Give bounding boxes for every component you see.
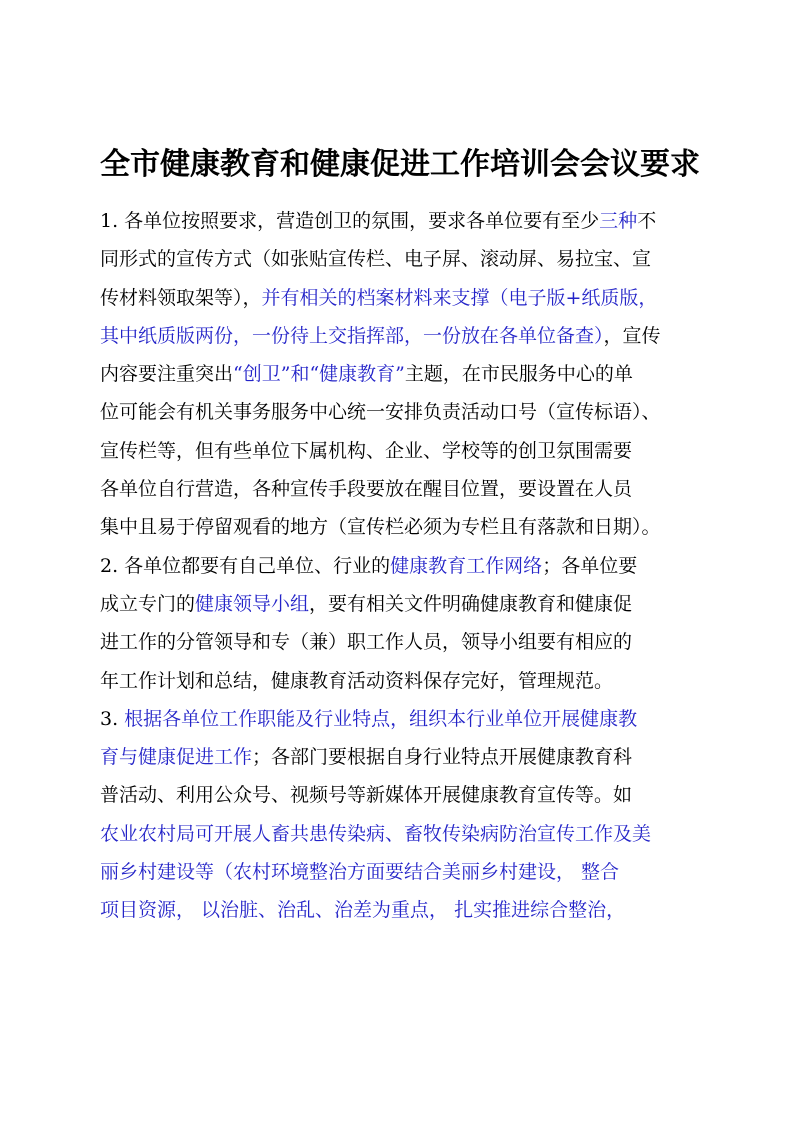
highlighted-text: 健康教育工作网络: [390, 554, 543, 577]
text-segment: ；各单位要: [542, 554, 638, 577]
highlighted-text: 三种: [599, 210, 638, 232]
text-segment: 主题，在市民服务中心的单: [404, 363, 633, 386]
highlighted-text: “创卫”和“健康教育”: [233, 363, 405, 386]
text-segment: 普活动、利用公众号、视频号等新媒体开展健康教育宣传等。如: [100, 784, 633, 807]
text-line: [100, 355, 710, 393]
text-segment: 位可能会有机关事务服务中心统一安排负责活动口号（宣传标语）、: [100, 401, 661, 424]
text-segment: 2. 各单位都要有自己单位、行业的: [100, 554, 391, 577]
text-line: [100, 547, 710, 585]
text-line: [100, 470, 710, 508]
document-body: [100, 202, 710, 930]
text-line: [100, 240, 710, 278]
text-segment: 年工作计划和总结，健康教育活动资料保存完好，管理规范。: [100, 669, 614, 692]
document-title: 全市健康教育和健康促进工作培训会会议要求: [100, 147, 700, 182]
text-line: [100, 853, 710, 891]
highlighted-text: 并有相关的档案材料来支撑（电子版+纸质版，: [261, 286, 658, 309]
highlighted-text: 根据各单位工作职能及行业特点，组织本行业单位开展健康教: [124, 707, 638, 730]
text-line: [100, 317, 710, 355]
text-segment: 不: [637, 210, 657, 232]
highlighted-text: 育与健康促进工作: [100, 746, 253, 769]
text-line: [100, 891, 710, 929]
text-line: [100, 432, 710, 470]
text-line: [100, 700, 710, 738]
text-segment: 集中且易于停留观看的地方（宣传栏必须为专栏且有落款和日期）。: [100, 516, 661, 539]
text-line: [100, 738, 710, 776]
text-line: [100, 662, 710, 700]
text-line: [100, 815, 710, 853]
text-segment: ；各部门要根据自身行业特点开展健康教育科: [252, 746, 633, 769]
text-line: [100, 623, 710, 661]
text-segment: 成立专门的: [100, 592, 196, 615]
highlighted-text: 项目资源， 以治脏、治乱、治差为重点， 扎实推进综合整治，: [100, 899, 626, 922]
text-segment: 宣传栏等，但有些单位下属机构、企业、学校等的创卫氛围需要: [100, 439, 633, 462]
text-segment: 内容要注重突出: [100, 363, 234, 386]
text-segment: 3.: [100, 707, 125, 730]
highlighted-text: 其中纸质版两份，一份待上交指挥部，一份放在各单位备查）: [100, 324, 604, 347]
text-segment: 各单位自行营造，各种宣传手段要放在醒目位置，要设置在人员: [100, 478, 633, 501]
text-segment: ，宣传: [603, 324, 661, 347]
text-line: [100, 393, 710, 431]
highlighted-text: 健康领导小组: [195, 592, 310, 615]
text-segment: 同形式的宣传方式（如张贴宣传栏、电子屏、滚动屏、易拉宝、宣: [100, 248, 652, 271]
text-segment: 1. 各单位按照要求，营造创卫的氛围，要求各单位要有至少: [100, 210, 600, 232]
text-line: [100, 508, 710, 546]
text-segment: ，要有相关文件明确健康教育和健康促: [309, 592, 633, 615]
text-segment: 进工作的分管领导和专（兼）职工作人员，领导小组要有相应的: [100, 631, 633, 654]
text-line: [100, 279, 710, 317]
highlighted-text: 农业农村局可开展人畜共患传染病、畜牧传染病防治宣传工作及美: [100, 822, 652, 845]
highlighted-text: 丽乡村建设等（农村环境整治方面要结合美丽乡村建设， 整合: [100, 861, 620, 884]
text-segment: 传材料领取架等），: [100, 286, 262, 309]
text-line: [100, 585, 710, 623]
text-line: [100, 202, 710, 240]
text-line: [100, 776, 710, 814]
